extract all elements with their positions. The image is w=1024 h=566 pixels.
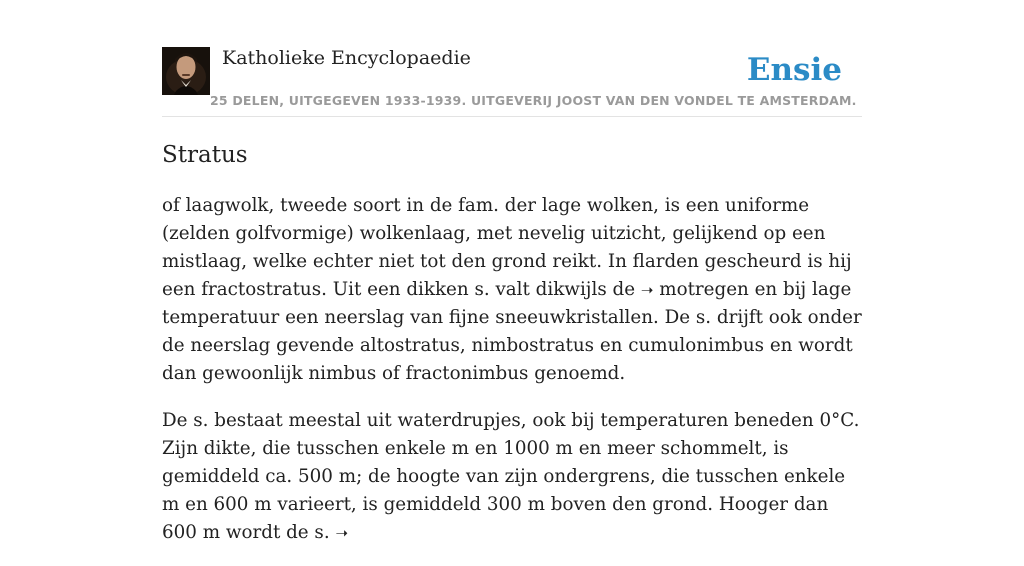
- paragraph-2-text-a: De s. bestaat meestal uit waterdrupjes, ook bij temperaturen beneden 0°C. Zijn dikte, die tusschen enkele m en 1000 m en meer schommelt, is gemiddeld ca. 500 m; de hoogte van zijn ondergrens, die tusschen enkele m en 600 m varieert, is gemiddeld 300 m boven den grond. Hooger dan 600 m wordt de s.: [162, 410, 860, 543]
- brand-logo[interactable]: Ensie: [746, 52, 842, 88]
- portrait-avatar[interactable]: [162, 47, 210, 95]
- source-subtitle: 25 DELEN, UITGEGEVEN 1933-1939. UITGEVERIJ JOOST VAN DEN VONDEL TE AMSTERDAM.: [210, 93, 857, 108]
- cross-reference-arrow-icon[interactable]: ➝: [640, 281, 654, 299]
- paragraph-1: [162, 192, 867, 388]
- portrait-icon: [162, 47, 210, 95]
- article-body: [162, 192, 867, 566]
- cross-reference-arrow-icon[interactable]: ➝: [335, 524, 349, 542]
- paragraph-2: [162, 407, 867, 547]
- source-title[interactable]: Katholieke Encyclopaedie: [222, 47, 471, 69]
- site-header: [162, 46, 862, 117]
- paragraph-1-text-a: of laagwolk, tweede soort in de fam. der lage wolken, is een uniforme (zelden golfvormige) wolkenlaag, met nevelig uitzicht, gelijkend op een mistlaag, welke echter niet tot den grond reikt. In flarden gescheurd is hij een fractostratus. Uit een dikken s. valt dikwijls de: [162, 195, 852, 300]
- paragraph-1-text-b: motregen en bij lage temperatuur een neerslag van fijne sneeuwkristallen. De s. drijft ook onder de neerslag gevende altostratus, nimbostratus en cumulonimbus en wordt dan gewoonlijk nimbus of fractonimbus genoemd.: [162, 279, 862, 384]
- article-title: Stratus: [162, 142, 248, 168]
